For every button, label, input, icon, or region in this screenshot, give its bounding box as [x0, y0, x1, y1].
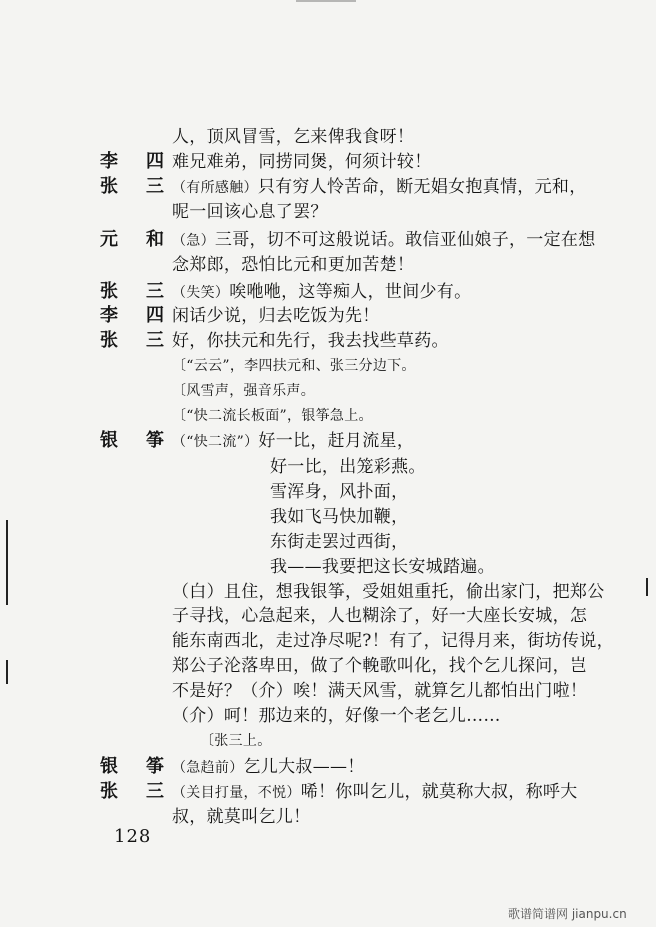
line-text: 能东南西北，走过净尽呢?！有了，记得月来，街坊传说， [172, 631, 614, 651]
dialogue-text [172, 201, 328, 223]
speaker-char: 四 [146, 305, 164, 326]
stage-direction [200, 730, 272, 752]
dialogue-text [172, 806, 310, 828]
line-text: 好一比，出笼彩燕。 [270, 457, 426, 477]
speaker-char: 四 [146, 151, 164, 172]
dialogue-text [270, 531, 408, 553]
dialogue-text [172, 305, 380, 327]
dialogue-text [172, 151, 432, 173]
speaker-char: 张 [100, 281, 118, 302]
acting-note: （急趋前） [172, 760, 244, 776]
dialogue-text [172, 281, 471, 304]
line-text: 我——我要把这长安城踏遍。 [270, 557, 495, 577]
dialogue-text [172, 655, 587, 677]
line-text: 好，你扶元和先行，我去找些草药。 [172, 331, 449, 351]
speaker-char: 李 [100, 305, 118, 326]
speaker-char: 筝 [146, 430, 164, 451]
line-text: 雪浑身，风扑面， [270, 482, 409, 502]
stage-direction [172, 405, 373, 427]
acting-note: （“快二流”） [172, 434, 259, 450]
dialogue-text [172, 680, 587, 702]
dialogue-text [172, 229, 596, 252]
page-number: 128 [114, 826, 152, 847]
line-text: 东街走罢过西街， [270, 532, 409, 552]
dialogue-text [172, 176, 587, 199]
line-text: 呢一回该心息了罢？ [172, 202, 328, 222]
line-text: 〔张三上。 [200, 733, 272, 749]
speaker-char: 三 [146, 176, 164, 197]
speaker-char: 张 [100, 781, 118, 802]
dialogue-text [270, 506, 408, 528]
dialogue-text [270, 556, 495, 578]
acting-note: （有所感触） [172, 180, 258, 196]
line-text: 叔，就莫叫乞儿！ [172, 807, 311, 827]
line-text: 念郑郎，恐怕比元和更加苦楚！ [172, 255, 415, 275]
line-text: 三哥，切不可这般说话。敢信亚仙娘子，一定在想 [214, 230, 596, 250]
dialogue-text [172, 330, 449, 352]
acting-note: （关目打量，不悦） [172, 785, 301, 801]
speaker-char: 筝 [146, 756, 164, 777]
line-text: 乞儿大叔——！ [243, 757, 365, 777]
line-text: 人，顶风冒雪，乞来俾我食呀！ [172, 127, 415, 147]
line-text: 〔“云云”，李四扶元和、张三分边下。 [172, 358, 416, 374]
dialogue-text [172, 756, 365, 779]
dialogue-text [172, 126, 414, 148]
line-text: （白）且住，想我银筝，受姐姐重托，偷出家门，把郑公 [172, 582, 605, 602]
line-text: （介）呵！那边来的，好像一个老乞儿…… [172, 706, 501, 726]
line-text: 好一比，赶月流星， [258, 431, 415, 451]
speaker-char: 张 [100, 176, 118, 197]
stage-direction [172, 355, 416, 377]
speaker-char: 元 [100, 229, 118, 250]
line-text: 不是好？（介）唉！满天风雪，就算乞儿都怕出门啦！ [172, 681, 588, 701]
dialogue-text [172, 430, 414, 453]
line-text: 子寻找，心急起来，人也糊涂了，好一大座长安城，怎 [172, 606, 588, 626]
dialogue-text [172, 630, 614, 652]
line-text: 只有穷人怜苦命，断无娼女抱真情，元和， [257, 177, 587, 197]
header-mark [296, 0, 356, 8]
line-text: 难兄难弟，同捞同煲，何须计较！ [172, 152, 432, 172]
speaker-char: 和 [146, 229, 164, 250]
line-text: 郑公子沦落卑田，做了个輓歌叫化，找个乞儿探问，岂 [172, 656, 588, 676]
acting-note: （急） [172, 233, 215, 249]
speaker-char: 银 [100, 430, 118, 451]
speaker-char: 李 [100, 151, 118, 172]
speaker-char: 银 [100, 756, 118, 777]
line-text: 我如飞马快加鞭， [270, 507, 409, 527]
left-edge-mark [6, 660, 8, 684]
line-text: 唉咃咃，这等痴人，世间少有。 [229, 282, 472, 302]
watermark: 歌谱简谱网 jianpu.cn [508, 907, 627, 921]
line-text: 〔风雪声，强音乐声。 [172, 383, 315, 399]
dialogue-text [172, 781, 578, 804]
line-text: 闲话少说，归去吃饭为先！ [172, 306, 380, 326]
line-text: 唏！你叫乞儿，就莫称大叔，称呼大 [300, 782, 578, 802]
line-text: 〔“快二流长板面”，银筝急上。 [172, 408, 373, 424]
dialogue-text [172, 254, 414, 276]
dialogue-text [172, 705, 501, 727]
right-edge-mark [646, 578, 648, 596]
speaker-char: 三 [146, 781, 164, 802]
dialogue-text [270, 481, 408, 503]
speaker-char: 三 [146, 281, 164, 302]
dialogue-text [172, 581, 605, 603]
speaker-char: 张 [100, 330, 118, 351]
left-edge-mark [6, 520, 8, 605]
dialogue-text [270, 456, 426, 478]
stage-direction [172, 380, 315, 402]
acting-note: （失笑） [172, 285, 230, 301]
speaker-char: 三 [146, 330, 164, 351]
dialogue-text [172, 605, 587, 627]
